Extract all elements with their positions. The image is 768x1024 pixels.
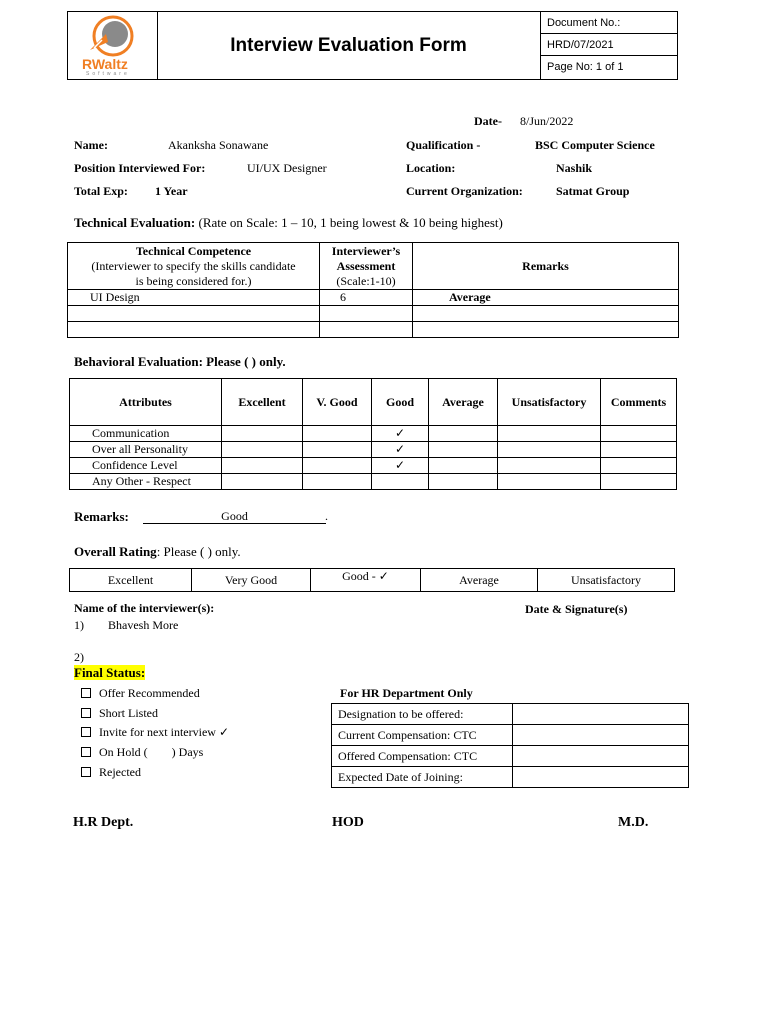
checkbox-icon[interactable] [81,747,91,757]
average-cell[interactable] [429,474,498,490]
good-cell[interactable]: ✓ [372,426,429,442]
hr-field-value[interactable] [513,704,689,725]
col-competence-note2: is being considered for.) [135,273,252,288]
vgood-cell[interactable] [303,458,372,474]
hr-heading: For HR Department Only [340,686,473,700]
behavioral-heading: Behavioral Evaluation: Please ( ) only. [74,354,286,369]
technical-table [67,242,679,338]
attribute-cell: Any Other - Respect [70,474,222,490]
col-comments: Comments [601,379,677,426]
org-label: Current Organization: [406,184,523,198]
unsatisfactory-cell[interactable] [498,442,601,458]
hr-table [331,703,689,788]
comments-cell[interactable] [601,426,677,442]
unsatisfactory-cell[interactable] [498,458,601,474]
interviewer-2-number: 2) [74,650,84,664]
checkbox-icon[interactable] [81,708,91,718]
remark-cell[interactable]: Average [413,290,679,306]
skill-cell[interactable] [68,322,320,338]
average-cell[interactable] [429,442,498,458]
rating-good[interactable]: Good - ✓ [311,569,421,592]
overall-rating-row [70,569,675,592]
attribute-cell: Communication [70,426,222,442]
excellent-cell[interactable] [222,474,303,490]
signature-label: Date & Signature(s) [525,602,628,616]
interviewer-1-number: 1) [74,618,84,632]
logo [68,12,158,79]
status-label: On Hold ( ) Days [99,745,204,759]
document-meta [541,12,677,79]
name-value: Akanksha Sonawane [168,138,269,152]
location-value: Nashik [556,161,593,175]
skill-cell[interactable]: UI Design [68,290,320,306]
behavioral-header-row [70,379,677,426]
comments-cell[interactable] [601,474,677,490]
unsatisfactory-cell[interactable] [498,474,601,490]
col-vgood: V. Good [303,379,372,426]
document-header [67,11,678,80]
brand-name: RWaltz [82,56,128,72]
excellent-cell[interactable] [222,442,303,458]
date-label: Date- [474,114,502,128]
hr-field-value[interactable] [513,725,689,746]
hr-field-label: Designation to be offered: [332,704,513,725]
vgood-cell[interactable] [303,426,372,442]
col-competence-title: Technical Competence [135,243,252,258]
remarks-value[interactable]: Good [143,509,326,524]
score-cell[interactable]: 6 [320,290,413,306]
hr-field-value[interactable] [513,746,689,767]
table-row [70,458,677,474]
overall-heading-note: : Please ( ) only. [156,544,241,559]
remarks-label: Remarks: [74,509,129,524]
checkbox-icon[interactable] [81,727,91,737]
status-label: Rejected [99,765,141,779]
date-value: 8/Jun/2022 [520,114,574,128]
overall-heading [74,544,241,560]
col-good: Good [372,379,429,426]
table-row [70,442,677,458]
rating-very-good[interactable]: Very Good [192,569,311,592]
vgood-cell[interactable] [303,442,372,458]
attribute-cell: Over all Personality [70,442,222,458]
checkbox-icon[interactable] [81,767,91,777]
excellent-cell[interactable] [222,426,303,442]
technical-col-remarks: Remarks [413,243,679,290]
interviewer-1-name: Bhavesh More [108,618,179,632]
location-label: Location: [406,161,456,175]
technical-heading-label: Technical Evaluation: [74,215,196,230]
signature-md: M.D. [618,815,649,830]
comments-cell[interactable] [601,442,677,458]
status-label: Invite for next interview ✓ [99,725,230,739]
good-cell[interactable]: ✓ [372,458,429,474]
brand-sub: Software [86,71,130,77]
status-short-listed[interactable] [81,706,158,721]
table-row [68,322,679,338]
table-row [68,306,679,322]
rating-unsatisfactory[interactable]: Unsatisfactory [538,569,675,592]
technical-heading [74,215,503,231]
unsatisfactory-cell[interactable] [498,426,601,442]
table-row [332,746,689,767]
status-on-hold[interactable] [81,745,203,760]
status-label: Offer Recommended [99,686,200,700]
excellent-cell[interactable] [222,458,303,474]
col-assessment-note: (Scale:1-10) [336,273,396,288]
technical-col-assessment [320,243,413,290]
form-title: Interview Evaluation Form [157,12,541,79]
signature-hod: HOD [332,815,364,830]
name-label: Name: [74,138,108,152]
remark-cell[interactable] [413,322,679,338]
comments-cell[interactable] [601,458,677,474]
overall-heading-label: Overall Rating [74,544,157,559]
score-cell[interactable] [320,322,413,338]
good-cell[interactable]: ✓ [372,442,429,458]
hr-field-label: Expected Date of Joining: [332,767,513,788]
average-cell[interactable] [429,458,498,474]
technical-heading-note: (Rate on Scale: 1 – 10, 1 being lowest & 10 being highest) [198,215,503,230]
position-label: Position Interviewed For: [74,161,206,175]
checkbox-icon[interactable] [81,688,91,698]
hr-field-label: Offered Compensation: CTC [332,746,513,767]
attribute-cell: Confidence Level [70,458,222,474]
final-status-label: Final Status: [74,665,146,680]
rating-excellent[interactable]: Excellent [70,569,192,592]
remarks-end: . [325,509,328,523]
org-value: Satmat Group [556,184,630,198]
score-cell[interactable] [320,306,413,322]
status-label: Short Listed [99,706,158,720]
qualification-label: Qualification - [406,138,481,152]
document-number: Document No.: HRD/07/2021 [541,12,677,34]
col-average: Average [429,379,498,426]
technical-header-row [68,243,679,290]
rating-average[interactable]: Average [421,569,538,592]
table-row [70,474,677,490]
status-invite-next[interactable] [81,725,229,740]
overall-rating-table [69,568,675,592]
interviewers-label: Name of the interviewer(s): [74,601,215,615]
table-row [332,725,689,746]
remark-cell[interactable] [413,306,679,322]
behavioral-table [69,378,677,490]
col-competence-note1: (Interviewer to specify the skills candidate [91,258,296,273]
signature-hr: H.R Dept. [73,815,134,830]
status-offer-recommended[interactable] [81,686,200,701]
col-assessment-title1: Interviewer’s [331,243,401,258]
vgood-cell[interactable] [303,474,372,490]
position-value: UI/UX Designer [247,161,327,175]
page-number: Page No: 1 of 1 [547,61,624,73]
col-assessment-title2: Assessment [336,258,396,273]
table-row [332,767,689,788]
status-rejected[interactable] [81,765,141,780]
good-cell[interactable] [372,474,429,490]
table-row [68,290,679,306]
col-attributes: Attributes [70,379,222,426]
hr-field-label: Current Compensation: CTC [332,725,513,746]
col-excellent: Excellent [222,379,303,426]
qualification-value: BSC Computer Science [535,138,655,152]
technical-col-competence [68,243,320,290]
hr-field-value[interactable] [513,767,689,788]
average-cell[interactable] [429,426,498,442]
exp-label: Total Exp: [74,184,128,198]
col-unsatisfactory: Unsatisfactory [498,379,601,426]
table-row [332,704,689,725]
exp-value: 1 Year [155,184,188,198]
skill-cell[interactable] [68,306,320,322]
table-row [70,426,677,442]
